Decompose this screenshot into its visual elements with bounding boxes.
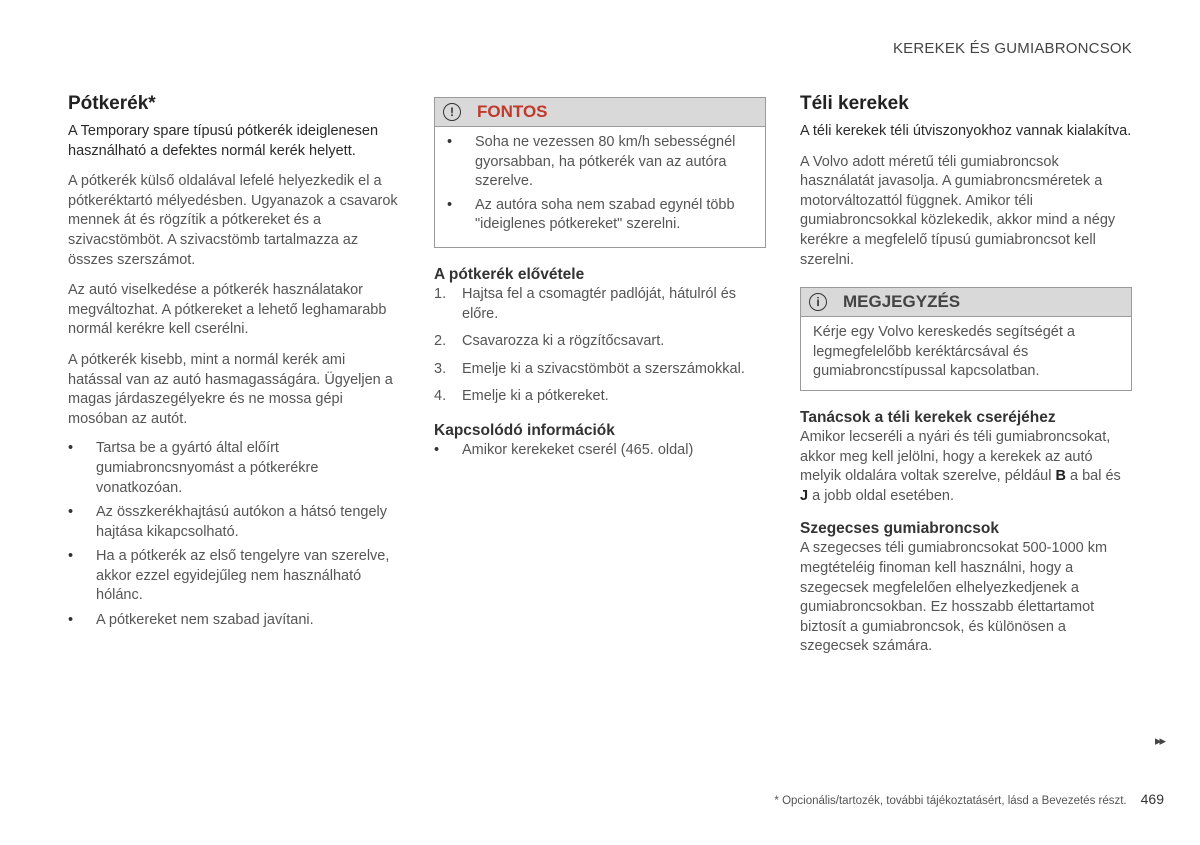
related-link[interactable]: • Amikor kerekeket cserél (465. oldal) [434, 441, 766, 461]
step-item: 3. Emelje ki a szivacstömböt a szerszámokkal. [434, 360, 745, 377]
winter-wheels-lead: A téli kerekek téli útviszonyokhoz vannak kialakítva. [800, 123, 1132, 139]
section-header: KEREKEK ÉS GUMIABRONCSOK [892, 40, 1132, 57]
note-box-header [801, 288, 1131, 317]
important-box-body [435, 127, 765, 247]
important-box-header [435, 98, 765, 127]
spare-wheel-column [68, 92, 400, 636]
note-box-body [801, 317, 1131, 390]
paragraph: Az autó viselkedése a pótkerék használatakor megváltozhat. A pótkereket a lehető leghamarabb normál kerékre kell cserélni. [68, 282, 387, 338]
list-item: • Az autóra soha nem szabad egynél több "ideiglenes pótkereket" szerelni. [447, 196, 753, 235]
studded-tyres-heading: Szegecses gumiabroncsok [800, 520, 999, 538]
list-item: • A pótkereket nem szabad javítani. [68, 611, 400, 631]
studded-tyres-paragraph: A szegecses téli gumiabroncsokat 500-1000 km megtételéig finoman kell használni, hogy a szegecsek megfelelően elhelyezkedjenek a gumiabroncsokban. Ez hosszabb élettartamot biztosít a gumiabroncsok, és különösen a szegecsek számára. [800, 540, 1108, 655]
note-text: Kérje egy Volvo kereskedés segítségét a legmegfelelőbb keréktárcsával és gumiabroncstípussal kapcsolatban. [813, 324, 1075, 380]
note-box [800, 287, 1132, 391]
paragraph: A pótkerék kisebb, mint a normál kerék ami hatással van az autó hasmagasságára. Ügyeljen a magas járdaszegélyekre és ne mossa gépi mosóban az autót. [68, 351, 393, 427]
note-box-title: MEGJEGYZÉS [843, 292, 961, 312]
tips-heading: Tanácsok a téli kerekek cseréjéhez [800, 408, 1056, 426]
list-item: • Soha ne vezessen 80 km/h sebességnél gyorsabban, ha pótkerék van az autóra szerelve. [447, 133, 753, 192]
spare-wheel-removal-column [434, 97, 766, 466]
continue-arrow-icon: ▸▸ [1154, 733, 1164, 748]
page-footer [774, 791, 1164, 807]
spare-wheel-title: Pótkerék* [68, 93, 156, 114]
step-item: 1. Hajtsa fel a csomagtér padlóját, hátulról és előre. [434, 285, 737, 322]
winter-wheels-title: Téli kerekek [800, 93, 909, 114]
winter-wheels-column [800, 92, 1132, 657]
page-number: 469 [1140, 791, 1164, 807]
list-item: • Az összkerékhajtású autókon a hátsó tengely hajtása kikapcsolható. [68, 503, 400, 542]
paragraph: A pótkerék külső oldalával lefelé helyezkedik el a pótkeréktartó mélyedésben. Ugyanazok a csavarok mennek át és rögzítik a pótkereket és a szivacstömböt. A szivacstömb tartalmazza az összes szerszámot. [68, 173, 398, 268]
spare-wheel-lead: A Temporary spare típusú pótkerék ideiglenesen használható a defektes normál kerék helyett. [68, 123, 379, 159]
paragraph: A Volvo adott méretű téli gumiabroncsok használatát javasolja. A gumiabroncsméretek a motorváltozattól függnek. Amikor téli gumiabroncsokkal közlekedik, akkor mind a négy kerékre a megfelelő típusú gumiabroncsot kell szerelni. [800, 153, 1116, 268]
list-item: • Tartsa be a gyártó által előírt gumiabroncsnyomást a pótkerékre vonatkozóan. [68, 439, 400, 498]
removal-steps [434, 285, 766, 407]
spare-wheel-bullet-list [68, 439, 400, 630]
related-info-heading: Kapcsolódó információk [434, 421, 615, 439]
removal-heading: A pótkerék elővétele [434, 265, 585, 283]
warning-icon: ! [443, 103, 461, 121]
step-item: 2. Csavarozza ki a rögzítőcsavart. [434, 333, 665, 350]
step-item: 4. Emelje ki a pótkereket. [434, 388, 609, 405]
important-box [434, 97, 766, 248]
important-box-title: FONTOS [477, 102, 548, 121]
list-item: • Ha a pótkerék az első tengelyre van szerelve, akkor ezzel egyidejűleg nem használható hólánc. [68, 547, 400, 606]
footnote: * Opcionális/tartozék, további tájékoztatásért, lásd a Bevezetés részt. [774, 795, 1127, 807]
tips-paragraph: Amikor lecseréli a nyári és téli gumiabroncsokat, akkor meg kell jelölni, hogy a kerekek az autó melyik oldalára voltak szerelve, például B a bal és J a jobb oldal esetében. [800, 428, 1121, 504]
related-info-list [434, 441, 766, 461]
info-icon: i [809, 293, 827, 311]
